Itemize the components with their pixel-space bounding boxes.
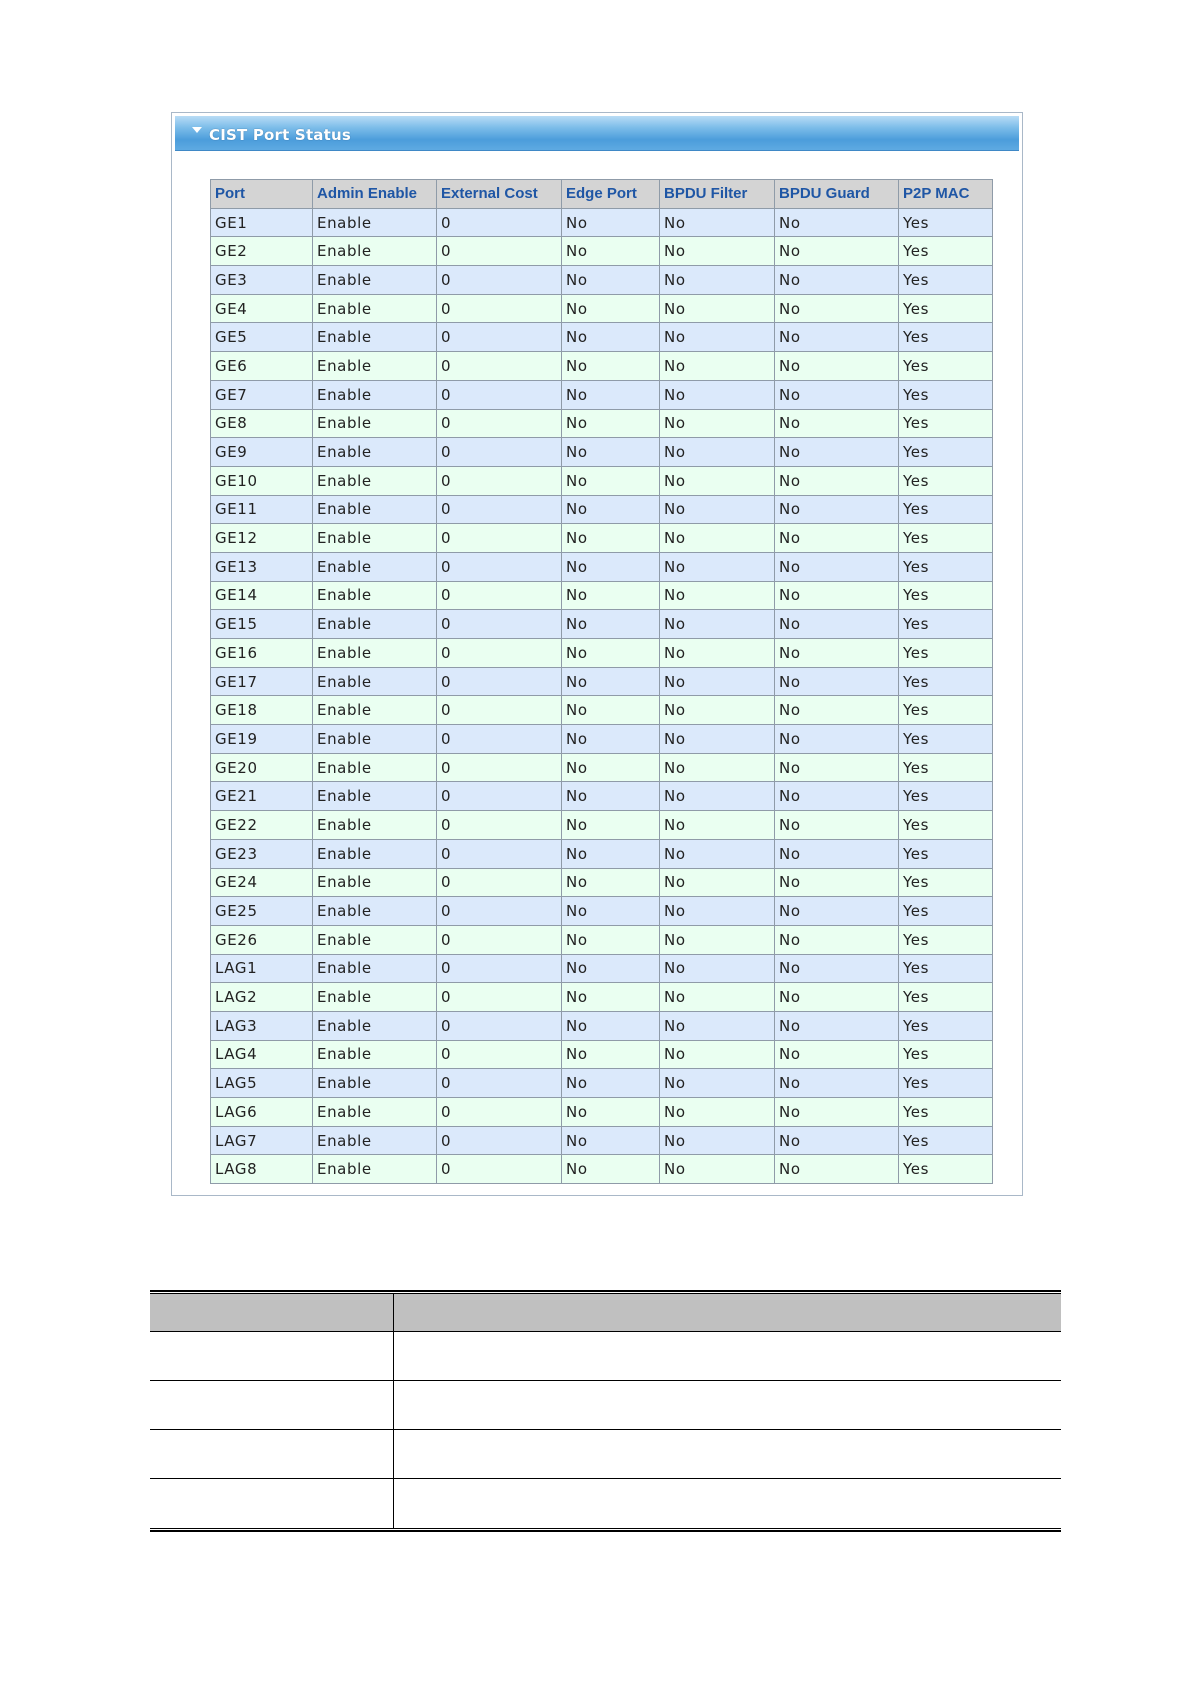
bpdu-filter-cell: No (660, 782, 775, 811)
edge-port-cell: No (562, 610, 660, 639)
column-divider (393, 1381, 394, 1429)
external-cost-cell: 0 (437, 897, 562, 926)
p2p-mac-cell: Yes (899, 495, 993, 524)
table-row (211, 352, 993, 381)
port-cell: GE1 (211, 208, 313, 237)
admin-enable-cell: Enable (313, 1098, 437, 1127)
table-row (211, 725, 993, 754)
admin-enable-cell: Enable (313, 524, 437, 553)
admin-enable-cell: Enable (313, 696, 437, 725)
table-row (211, 438, 993, 467)
port-cell: LAG3 (211, 1011, 313, 1040)
table-row (211, 782, 993, 811)
p2p-mac-cell: Yes (899, 294, 993, 323)
edge-port-cell: No (562, 667, 660, 696)
edge-port-cell: No (562, 294, 660, 323)
admin-enable-cell: Enable (313, 323, 437, 352)
port-cell: GE26 (211, 925, 313, 954)
bpdu-guard-cell: No (775, 266, 899, 295)
external-cost-cell: 0 (437, 1126, 562, 1155)
edge-port-cell: No (562, 696, 660, 725)
bpdu-filter-cell: No (660, 954, 775, 983)
port-cell: GE11 (211, 495, 313, 524)
bpdu-filter-cell: No (660, 1126, 775, 1155)
port-cell: GE8 (211, 409, 313, 438)
edge-port-cell: No (562, 552, 660, 581)
p2p-mac-cell: Yes (899, 925, 993, 954)
table-row (211, 897, 993, 926)
edge-port-cell: No (562, 811, 660, 840)
bpdu-guard-cell: No (775, 1126, 899, 1155)
table-row (211, 667, 993, 696)
edge-port-cell: No (562, 1069, 660, 1098)
bpdu-filter-cell: No (660, 1098, 775, 1127)
port-cell: LAG5 (211, 1069, 313, 1098)
edge-port-cell: No (562, 839, 660, 868)
description-row (150, 1381, 1061, 1430)
bpdu-guard-cell: No (775, 782, 899, 811)
p2p-mac-cell: Yes (899, 610, 993, 639)
column-header-p2p-mac: P2P MAC (899, 180, 993, 209)
p2p-mac-cell: Yes (899, 1126, 993, 1155)
p2p-mac-cell: Yes (899, 1040, 993, 1069)
external-cost-cell: 0 (437, 725, 562, 754)
bpdu-guard-cell: No (775, 352, 899, 381)
p2p-mac-cell: Yes (899, 696, 993, 725)
bpdu-filter-cell: No (660, 266, 775, 295)
bpdu-guard-cell: No (775, 524, 899, 553)
table-row (211, 524, 993, 553)
bpdu-filter-cell: No (660, 667, 775, 696)
p2p-mac-cell: Yes (899, 839, 993, 868)
bpdu-filter-cell: No (660, 839, 775, 868)
admin-enable-cell: Enable (313, 954, 437, 983)
table-row (211, 954, 993, 983)
table-row (211, 466, 993, 495)
bpdu-guard-cell: No (775, 811, 899, 840)
admin-enable-cell: Enable (313, 552, 437, 581)
port-cell: LAG7 (211, 1126, 313, 1155)
column-header-bpdu-filter: BPDU Filter (660, 180, 775, 209)
p2p-mac-cell: Yes (899, 524, 993, 553)
column-divider (393, 1430, 394, 1478)
external-cost-cell: 0 (437, 1040, 562, 1069)
table-row (211, 237, 993, 266)
table-row (211, 323, 993, 352)
admin-enable-cell: Enable (313, 1155, 437, 1184)
external-cost-cell: 0 (437, 409, 562, 438)
port-cell: GE12 (211, 524, 313, 553)
external-cost-cell: 0 (437, 237, 562, 266)
admin-enable-cell: Enable (313, 409, 437, 438)
description-table (150, 1290, 1061, 1532)
port-cell: GE9 (211, 438, 313, 467)
external-cost-cell: 0 (437, 1069, 562, 1098)
bpdu-filter-cell: No (660, 983, 775, 1012)
port-cell: GE4 (211, 294, 313, 323)
table-body (211, 208, 993, 1183)
cist-port-status-panel (171, 112, 1023, 1196)
bpdu-filter-cell: No (660, 610, 775, 639)
p2p-mac-cell: Yes (899, 352, 993, 381)
port-cell: GE17 (211, 667, 313, 696)
port-cell: GE5 (211, 323, 313, 352)
column-header-external-cost: External Cost (437, 180, 562, 209)
bpdu-guard-cell: No (775, 581, 899, 610)
description-header-row (150, 1294, 1061, 1332)
admin-enable-cell: Enable (313, 1040, 437, 1069)
p2p-mac-cell: Yes (899, 438, 993, 467)
port-cell: LAG6 (211, 1098, 313, 1127)
port-cell: LAG4 (211, 1040, 313, 1069)
port-cell: GE24 (211, 868, 313, 897)
table-header-row (211, 180, 993, 209)
bpdu-guard-cell: No (775, 839, 899, 868)
admin-enable-cell: Enable (313, 839, 437, 868)
bpdu-guard-cell: No (775, 1069, 899, 1098)
panel-title: CIST Port Status (209, 126, 352, 144)
table-row (211, 610, 993, 639)
admin-enable-cell: Enable (313, 897, 437, 926)
description-row (150, 1430, 1061, 1479)
edge-port-cell: No (562, 237, 660, 266)
table-row (211, 1011, 993, 1040)
table-row (211, 639, 993, 668)
bpdu-filter-cell: No (660, 552, 775, 581)
bpdu-filter-cell: No (660, 725, 775, 754)
table-row (211, 868, 993, 897)
port-cell: GE13 (211, 552, 313, 581)
bpdu-filter-cell: No (660, 925, 775, 954)
bpdu-guard-cell: No (775, 696, 899, 725)
port-cell: GE21 (211, 782, 313, 811)
column-header-edge-port: Edge Port (562, 180, 660, 209)
table-row (211, 925, 993, 954)
bpdu-filter-cell: No (660, 753, 775, 782)
description-row (150, 1479, 1061, 1529)
port-cell: GE22 (211, 811, 313, 840)
bpdu-guard-cell: No (775, 323, 899, 352)
p2p-mac-cell: Yes (899, 409, 993, 438)
bpdu-filter-cell: No (660, 323, 775, 352)
table-row (211, 380, 993, 409)
bpdu-guard-cell: No (775, 1040, 899, 1069)
external-cost-cell: 0 (437, 294, 562, 323)
p2p-mac-cell: Yes (899, 753, 993, 782)
p2p-mac-cell: Yes (899, 811, 993, 840)
table-row (211, 294, 993, 323)
bpdu-guard-cell: No (775, 237, 899, 266)
admin-enable-cell: Enable (313, 380, 437, 409)
edge-port-cell: No (562, 639, 660, 668)
admin-enable-cell: Enable (313, 1011, 437, 1040)
bpdu-guard-cell: No (775, 868, 899, 897)
admin-enable-cell: Enable (313, 237, 437, 266)
collapse-arrow-icon[interactable] (192, 127, 202, 133)
table-row (211, 983, 993, 1012)
bpdu-filter-cell: No (660, 1069, 775, 1098)
cist-port-status-table (210, 179, 993, 1184)
edge-port-cell: No (562, 753, 660, 782)
table-row (211, 1040, 993, 1069)
external-cost-cell: 0 (437, 524, 562, 553)
table-row (211, 208, 993, 237)
description-row (150, 1332, 1061, 1381)
port-cell: GE7 (211, 380, 313, 409)
admin-enable-cell: Enable (313, 495, 437, 524)
port-cell: GE10 (211, 466, 313, 495)
bpdu-filter-cell: No (660, 581, 775, 610)
external-cost-cell: 0 (437, 753, 562, 782)
port-cell: GE15 (211, 610, 313, 639)
p2p-mac-cell: Yes (899, 1098, 993, 1127)
edge-port-cell: No (562, 725, 660, 754)
external-cost-cell: 0 (437, 466, 562, 495)
admin-enable-cell: Enable (313, 667, 437, 696)
external-cost-cell: 0 (437, 782, 562, 811)
admin-enable-cell: Enable (313, 1126, 437, 1155)
bpdu-filter-cell: No (660, 897, 775, 926)
p2p-mac-cell: Yes (899, 380, 993, 409)
edge-port-cell: No (562, 1011, 660, 1040)
external-cost-cell: 0 (437, 1098, 562, 1127)
port-cell: GE20 (211, 753, 313, 782)
edge-port-cell: No (562, 323, 660, 352)
external-cost-cell: 0 (437, 811, 562, 840)
bpdu-guard-cell: No (775, 466, 899, 495)
admin-enable-cell: Enable (313, 753, 437, 782)
column-divider (393, 1479, 394, 1528)
p2p-mac-cell: Yes (899, 868, 993, 897)
bpdu-filter-cell: No (660, 639, 775, 668)
edge-port-cell: No (562, 782, 660, 811)
admin-enable-cell: Enable (313, 983, 437, 1012)
admin-enable-cell: Enable (313, 782, 437, 811)
external-cost-cell: 0 (437, 266, 562, 295)
bpdu-filter-cell: No (660, 466, 775, 495)
p2p-mac-cell: Yes (899, 1069, 993, 1098)
admin-enable-cell: Enable (313, 466, 437, 495)
external-cost-cell: 0 (437, 954, 562, 983)
port-cell: GE23 (211, 839, 313, 868)
table-row (211, 839, 993, 868)
external-cost-cell: 0 (437, 983, 562, 1012)
table-row (211, 753, 993, 782)
edge-port-cell: No (562, 581, 660, 610)
column-divider (393, 1294, 394, 1331)
edge-port-cell: No (562, 868, 660, 897)
edge-port-cell: No (562, 208, 660, 237)
external-cost-cell: 0 (437, 438, 562, 467)
p2p-mac-cell: Yes (899, 983, 993, 1012)
p2p-mac-cell: Yes (899, 897, 993, 926)
bpdu-guard-cell: No (775, 725, 899, 754)
bpdu-guard-cell: No (775, 639, 899, 668)
edge-port-cell: No (562, 438, 660, 467)
bpdu-filter-cell: No (660, 380, 775, 409)
external-cost-cell: 0 (437, 1155, 562, 1184)
bpdu-guard-cell: No (775, 925, 899, 954)
bpdu-guard-cell: No (775, 610, 899, 639)
column-header-port: Port (211, 180, 313, 209)
bpdu-guard-cell: No (775, 753, 899, 782)
external-cost-cell: 0 (437, 1011, 562, 1040)
bpdu-guard-cell: No (775, 294, 899, 323)
edge-port-cell: No (562, 1126, 660, 1155)
bpdu-filter-cell: No (660, 352, 775, 381)
table-row (211, 1069, 993, 1098)
port-cell: GE19 (211, 725, 313, 754)
port-cell: LAG8 (211, 1155, 313, 1184)
external-cost-cell: 0 (437, 495, 562, 524)
external-cost-cell: 0 (437, 696, 562, 725)
table-row (211, 409, 993, 438)
admin-enable-cell: Enable (313, 811, 437, 840)
bpdu-filter-cell: No (660, 1155, 775, 1184)
port-cell: LAG2 (211, 983, 313, 1012)
port-cell: GE25 (211, 897, 313, 926)
bpdu-guard-cell: No (775, 208, 899, 237)
external-cost-cell: 0 (437, 352, 562, 381)
bpdu-guard-cell: No (775, 409, 899, 438)
edge-port-cell: No (562, 897, 660, 926)
port-cell: GE6 (211, 352, 313, 381)
p2p-mac-cell: Yes (899, 725, 993, 754)
admin-enable-cell: Enable (313, 1069, 437, 1098)
admin-enable-cell: Enable (313, 925, 437, 954)
column-header-bpdu-guard: BPDU Guard (775, 180, 899, 209)
p2p-mac-cell: Yes (899, 208, 993, 237)
external-cost-cell: 0 (437, 552, 562, 581)
column-divider (393, 1332, 394, 1380)
edge-port-cell: No (562, 524, 660, 553)
bpdu-guard-cell: No (775, 954, 899, 983)
p2p-mac-cell: Yes (899, 237, 993, 266)
admin-enable-cell: Enable (313, 639, 437, 668)
p2p-mac-cell: Yes (899, 552, 993, 581)
bpdu-filter-cell: No (660, 1040, 775, 1069)
edge-port-cell: No (562, 495, 660, 524)
bpdu-guard-cell: No (775, 1155, 899, 1184)
bpdu-guard-cell: No (775, 897, 899, 926)
external-cost-cell: 0 (437, 667, 562, 696)
port-cell: GE2 (211, 237, 313, 266)
table-row (211, 266, 993, 295)
admin-enable-cell: Enable (313, 266, 437, 295)
table-row (211, 495, 993, 524)
bpdu-filter-cell: No (660, 696, 775, 725)
p2p-mac-cell: Yes (899, 639, 993, 668)
external-cost-cell: 0 (437, 380, 562, 409)
bpdu-guard-cell: No (775, 380, 899, 409)
table-row (211, 552, 993, 581)
table-row (211, 581, 993, 610)
edge-port-cell: No (562, 1155, 660, 1184)
column-header-admin-enable: Admin Enable (313, 180, 437, 209)
p2p-mac-cell: Yes (899, 466, 993, 495)
bpdu-filter-cell: No (660, 524, 775, 553)
table-row (211, 1126, 993, 1155)
table-row (211, 1098, 993, 1127)
p2p-mac-cell: Yes (899, 266, 993, 295)
bpdu-guard-cell: No (775, 438, 899, 467)
panel-header[interactable] (175, 116, 1019, 151)
p2p-mac-cell: Yes (899, 581, 993, 610)
edge-port-cell: No (562, 380, 660, 409)
table-row (211, 811, 993, 840)
admin-enable-cell: Enable (313, 868, 437, 897)
port-cell: GE16 (211, 639, 313, 668)
external-cost-cell: 0 (437, 868, 562, 897)
external-cost-cell: 0 (437, 581, 562, 610)
bpdu-filter-cell: No (660, 294, 775, 323)
table-row (211, 1155, 993, 1184)
bottom-rule (150, 1529, 1061, 1532)
port-cell: GE18 (211, 696, 313, 725)
port-cell: LAG1 (211, 954, 313, 983)
edge-port-cell: No (562, 352, 660, 381)
edge-port-cell: No (562, 466, 660, 495)
edge-port-cell: No (562, 983, 660, 1012)
admin-enable-cell: Enable (313, 610, 437, 639)
bpdu-filter-cell: No (660, 208, 775, 237)
external-cost-cell: 0 (437, 323, 562, 352)
port-cell: GE3 (211, 266, 313, 295)
admin-enable-cell: Enable (313, 294, 437, 323)
p2p-mac-cell: Yes (899, 1155, 993, 1184)
edge-port-cell: No (562, 266, 660, 295)
bpdu-filter-cell: No (660, 868, 775, 897)
external-cost-cell: 0 (437, 639, 562, 668)
admin-enable-cell: Enable (313, 581, 437, 610)
bpdu-guard-cell: No (775, 667, 899, 696)
bpdu-filter-cell: No (660, 1011, 775, 1040)
bpdu-filter-cell: No (660, 409, 775, 438)
bpdu-guard-cell: No (775, 552, 899, 581)
edge-port-cell: No (562, 954, 660, 983)
table-row (211, 696, 993, 725)
external-cost-cell: 0 (437, 208, 562, 237)
bpdu-guard-cell: No (775, 1011, 899, 1040)
edge-port-cell: No (562, 925, 660, 954)
admin-enable-cell: Enable (313, 352, 437, 381)
external-cost-cell: 0 (437, 610, 562, 639)
admin-enable-cell: Enable (313, 208, 437, 237)
bpdu-guard-cell: No (775, 983, 899, 1012)
p2p-mac-cell: Yes (899, 782, 993, 811)
port-cell: GE14 (211, 581, 313, 610)
bpdu-filter-cell: No (660, 495, 775, 524)
p2p-mac-cell: Yes (899, 323, 993, 352)
admin-enable-cell: Enable (313, 725, 437, 754)
p2p-mac-cell: Yes (899, 667, 993, 696)
admin-enable-cell: Enable (313, 438, 437, 467)
external-cost-cell: 0 (437, 925, 562, 954)
bpdu-filter-cell: No (660, 438, 775, 467)
bpdu-filter-cell: No (660, 237, 775, 266)
external-cost-cell: 0 (437, 839, 562, 868)
bpdu-filter-cell: No (660, 811, 775, 840)
p2p-mac-cell: Yes (899, 1011, 993, 1040)
bpdu-guard-cell: No (775, 1098, 899, 1127)
edge-port-cell: No (562, 1040, 660, 1069)
bpdu-guard-cell: No (775, 495, 899, 524)
p2p-mac-cell: Yes (899, 954, 993, 983)
edge-port-cell: No (562, 409, 660, 438)
edge-port-cell: No (562, 1098, 660, 1127)
